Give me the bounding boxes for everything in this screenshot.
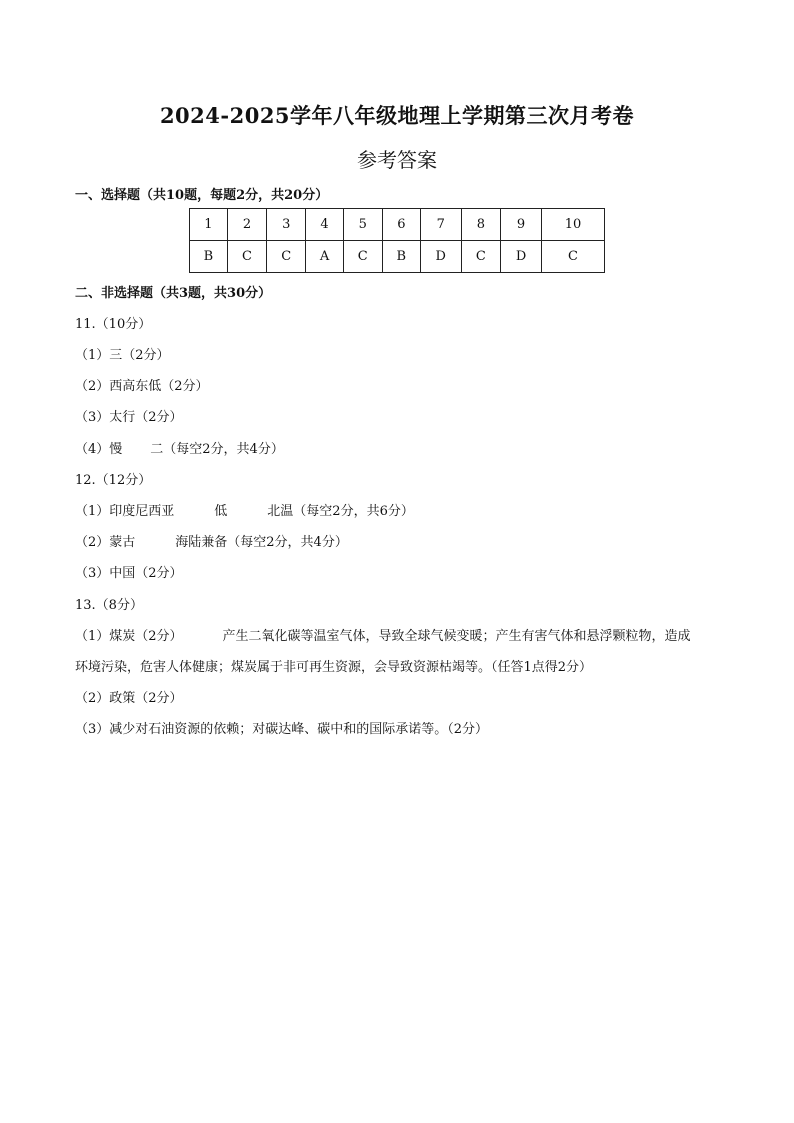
- q13-part1-continued: 环境污染，危害人体健康；煤炭属于非可再生资源，会导致资源枯竭等。（任答1点得2分）: [75, 660, 593, 675]
- q11-part4-answer-a: （4）慢: [75, 442, 123, 457]
- question-number-cell: 10: [542, 209, 605, 241]
- question-number-cell: 6: [382, 209, 420, 241]
- q13-part1: [75, 625, 691, 644]
- answer-cell: C: [343, 241, 382, 273]
- q12-part2-answer-a: （2）蒙古: [75, 535, 136, 550]
- answer-cell: C: [227, 241, 266, 273]
- section-heading-multiple-choice: 一、选择题（共10题，每题2分，共20分）: [75, 188, 329, 203]
- answer-cell: B: [382, 241, 420, 273]
- answer-table-number-row: [190, 209, 605, 241]
- question-number-cell: 2: [227, 209, 266, 241]
- answer-cell: A: [306, 241, 343, 273]
- answer-cell: D: [420, 241, 461, 273]
- answer-table: [189, 208, 605, 273]
- q11-part4-answer-b: 二（每空2分，共4分）: [150, 442, 284, 457]
- q13-part1-answer-b: 产生二氧化碳等温室气体，导致全球气候变暖；产生有害气体和悬浮颗粒物，造成: [222, 629, 691, 644]
- q12-part2: [75, 531, 348, 550]
- answer-cell: B: [190, 241, 228, 273]
- q12-header: 12.（12分）: [75, 473, 152, 488]
- page-title: 2024-2025学年八年级地理上学期第三次月考卷: [159, 103, 635, 128]
- answer-table-answer-row: [190, 241, 605, 273]
- q11-header: 11.（10分）: [75, 317, 152, 332]
- q11-part4: [75, 438, 284, 457]
- q13-header: 13.（8分）: [75, 598, 143, 613]
- q12-part1-answer-b: 低: [214, 504, 228, 519]
- question-number-cell: 5: [343, 209, 382, 241]
- answer-cell: C: [267, 241, 306, 273]
- q12-part2-answer-b: 海陆兼备（每空2分，共4分）: [175, 535, 348, 550]
- answer-cell: C: [461, 241, 500, 273]
- q13-part3: （3）减少对石油资源的依赖；对碳达峰、碳中和的国际承诺等。（2分）: [75, 722, 489, 737]
- q13-part2: （2）政策（2分）: [75, 691, 183, 706]
- q11-part1: （1）三（2分）: [75, 348, 170, 363]
- q12-part3: （3）中国（2分）: [75, 566, 183, 581]
- q12-part1-answer-c: 北温（每空2分，共6分）: [267, 504, 414, 519]
- question-number-cell: 1: [190, 209, 228, 241]
- q11-part3: （3）太行（2分）: [75, 410, 183, 425]
- page-subtitle: 参考答案: [357, 148, 437, 172]
- answer-cell: C: [542, 241, 605, 273]
- q12-part1: [75, 500, 414, 519]
- question-number-cell: 4: [306, 209, 343, 241]
- q12-part1-answer-a: （1）印度尼西亚: [75, 504, 175, 519]
- section-heading-non-choice: 二、非选择题（共3题，共30分）: [75, 286, 272, 301]
- question-number-cell: 7: [420, 209, 461, 241]
- question-number-cell: 3: [267, 209, 306, 241]
- answer-cell: D: [501, 241, 542, 273]
- question-number-cell: 9: [501, 209, 542, 241]
- q11-part2: （2）西高东低（2分）: [75, 379, 209, 394]
- question-number-cell: 8: [461, 209, 500, 241]
- q13-part1-answer-a: （1）煤炭（2分）: [75, 629, 183, 644]
